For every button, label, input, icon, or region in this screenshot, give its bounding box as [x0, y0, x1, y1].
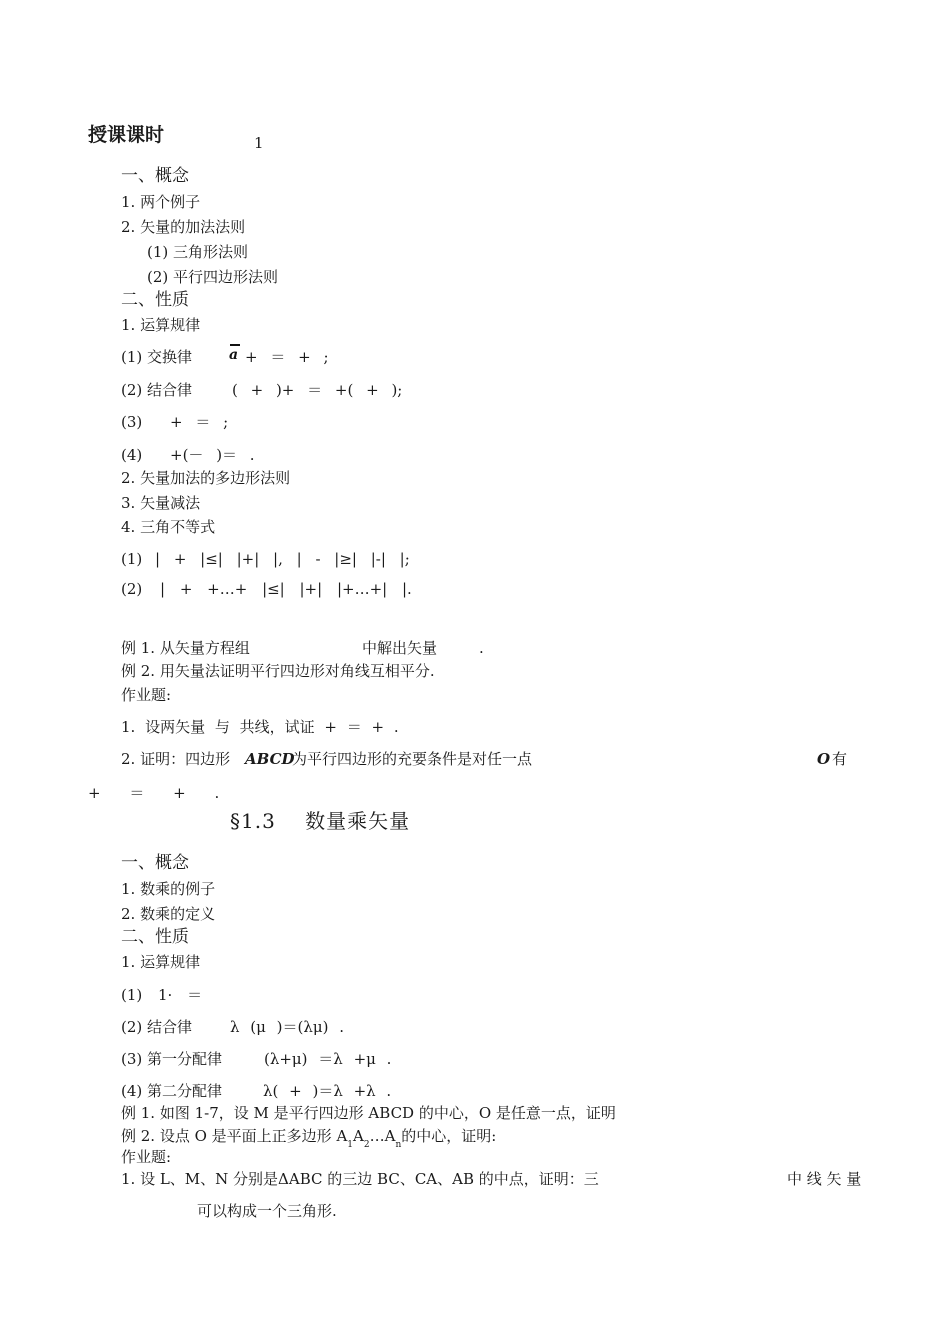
- property-item-1: 1. 运算规律: [121, 316, 201, 334]
- example-1-text-c: .: [479, 639, 484, 657]
- s2-law-1-label: (1): [121, 986, 143, 1004]
- concept-item-2: 2. 矢量的加法法则: [121, 218, 246, 236]
- inequality-1-expr: | + |≤| |+| |, | - |≥| |-| |;: [155, 550, 410, 568]
- s2-homework-heading: 作业题:: [121, 1148, 172, 1166]
- section-title: §1.3 数量乘矢量: [230, 809, 411, 833]
- law-associative-expr: ( + )+ ＝ +( + );: [232, 381, 403, 399]
- concept-heading: 一、概念: [121, 166, 189, 186]
- s2-property-heading: 二、性质: [121, 927, 189, 947]
- concept-item-2a: (1) 三角形法则: [147, 243, 249, 261]
- law-commutative-expr: + ＝ + ;: [245, 348, 329, 366]
- s2-concept-item-2: 2. 数乘的定义: [121, 905, 216, 923]
- s2-property-item-1: 1. 运算规律: [121, 953, 201, 971]
- law-commutative-label: (1) 交换律: [121, 348, 193, 366]
- s2-concept-item-1: 1. 数乘的例子: [121, 880, 216, 898]
- lesson-hours-title: 授课课时: [88, 124, 165, 146]
- law-associative-label: (2) 结合律: [121, 381, 193, 399]
- s2-homework-1-text-a: 1. 设 L、M、N 分别是ΔABC 的三边 BC、CA、AB 的中点，证明：三: [121, 1170, 599, 1188]
- homework-2-text-c: 有: [832, 750, 848, 768]
- law-4-expr: +(－ )＝ .: [170, 446, 255, 464]
- s2-law-1-expr: 1· ＝: [158, 986, 203, 1004]
- s2-concept-heading: 一、概念: [121, 853, 189, 873]
- s2-law-3-expr: (λ+μ) ＝λ +μ .: [264, 1050, 392, 1068]
- s2-law-2-label: (2) 结合律: [121, 1018, 193, 1036]
- homework-2-o: O: [817, 750, 831, 768]
- property-heading: 二、性质: [121, 290, 189, 310]
- concept-item-2b: (2) 平行四边形法则: [147, 268, 279, 286]
- s2-law-3-label: (3) 第一分配律: [121, 1050, 223, 1068]
- s2-homework-1-text-c: 可以构成一个三角形.: [197, 1202, 337, 1220]
- property-item-4: 4. 三角不等式: [121, 518, 216, 536]
- example-1-text-a: 例 1. 从矢量方程组: [121, 639, 250, 657]
- homework-1-text: 1. 设两矢量 与 共线，试证 + ＝ + .: [121, 718, 399, 736]
- lesson-hours-value: 1: [254, 134, 264, 152]
- example-1-text-b: 中解出矢量: [362, 639, 438, 657]
- s2-homework-1-text-b: 中 线 矢 量: [787, 1170, 862, 1188]
- homework-2-text-a: 2. 证明：四边形: [121, 750, 231, 768]
- s2-law-4-label: (4) 第二分配律: [121, 1082, 223, 1100]
- concept-item-1: 1. 两个例子: [121, 193, 201, 211]
- s2-law-4-expr: λ( + )＝λ +λ .: [263, 1082, 392, 1100]
- inequality-2-label: (2): [121, 580, 143, 598]
- inequality-2-expr: | + +…+ |≤| |+| |+…+| |.: [160, 580, 412, 598]
- example-2-text: 例 2. 用矢量法证明平行四边形对角线互相平分.: [121, 662, 435, 680]
- law-3-label: (3): [121, 413, 143, 431]
- s2-example-2-text: 例 2. 设点 O 是平面上正多边形 $A_1A_2\dots A_n$的中心，证明:: [121, 1127, 497, 1150]
- law-3-expr: + ＝ ;: [170, 413, 229, 431]
- vector-a-symbol-icon: [228, 344, 242, 360]
- homework-heading: 作业题:: [121, 686, 172, 704]
- svg-text:a: a: [229, 347, 239, 360]
- inequality-1-label: (1): [121, 550, 143, 568]
- homework-2-line2: + ＝ + .: [88, 784, 220, 802]
- s2-example-1-text: 例 1. 如图 1-7，设 M 是平行四边形 ABCD 的中心，O 是任意一点，证明: [121, 1104, 616, 1122]
- property-item-3: 3. 矢量减法: [121, 494, 201, 512]
- s2-law-2-expr: λ (μ )＝(λμ) .: [230, 1018, 344, 1036]
- property-item-2: 2. 矢量加法的多边形法则: [121, 469, 291, 487]
- law-4-label: (4): [121, 446, 143, 464]
- homework-2-abcd: ABCD: [245, 750, 295, 768]
- homework-2-text-b: 为平行四边形的充要条件是对任一点: [292, 750, 533, 768]
